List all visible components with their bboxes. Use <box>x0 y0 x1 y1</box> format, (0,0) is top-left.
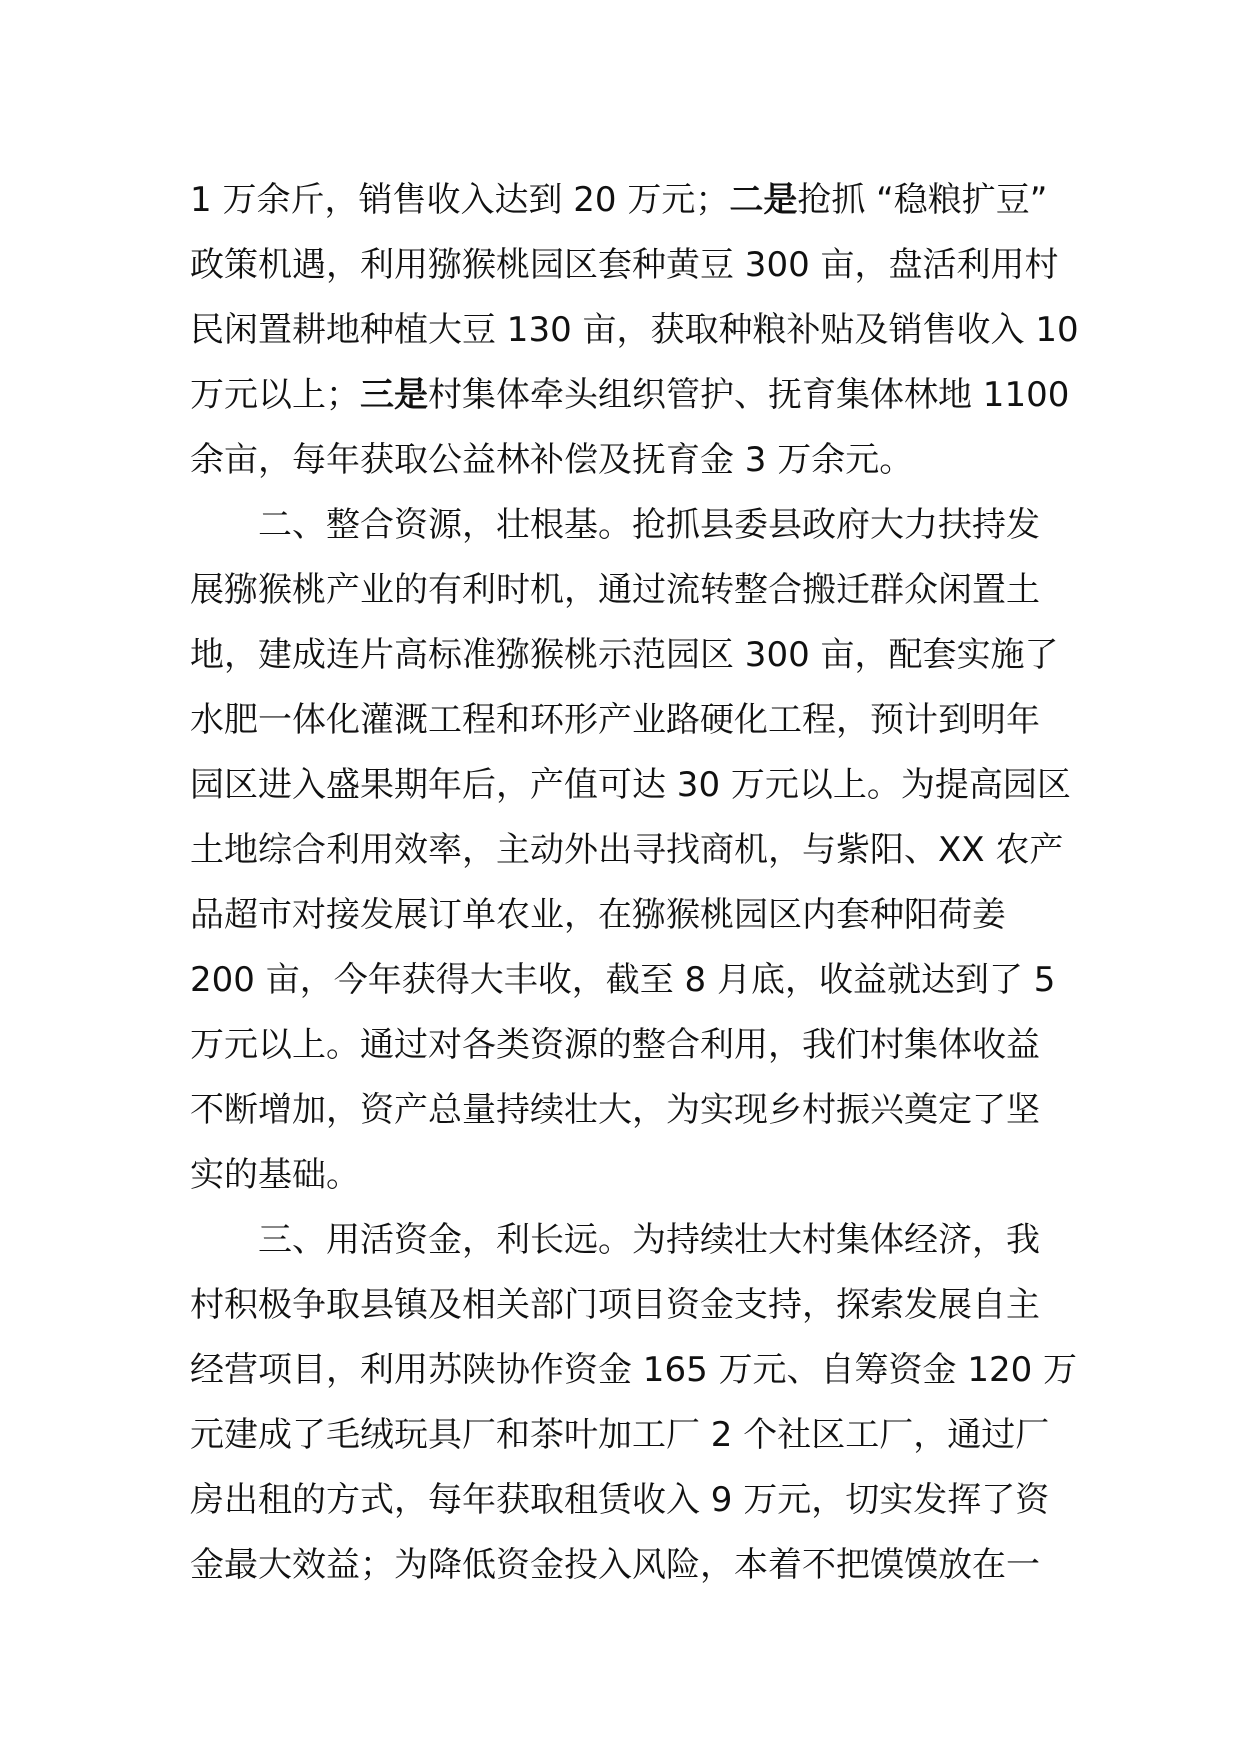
body-text <box>190 168 1079 1598</box>
text-run: 抢抓 “稳粮扩豆” <box>797 180 1048 220</box>
text-line: 实的基础。 <box>190 1155 360 1195</box>
text-line: 园区进入盛果期年后，产值可达 30 万元以上。为提高园区 <box>190 765 1071 805</box>
text-run: 村集体牵头组织管护、抚育集体林地 1100 <box>428 375 1070 415</box>
text-line: 余亩，每年获取公益林补偿及抚育金 3 万余元。 <box>190 440 914 480</box>
text-line: 水肥一体化灌溉工程和环形产业路硬化工程，预计到明年 <box>190 700 1040 740</box>
text-run: 万元以上； <box>190 375 360 415</box>
text-line: 展猕猴桃产业的有利时机，通过流转整合搬迁群众闲置土 <box>190 570 1040 610</box>
bold-marker-three: 三是 <box>360 375 428 415</box>
text-line: 经营项目，利用苏陕协作资金 165 万元、自筹资金 120 万 <box>190 1350 1078 1390</box>
text-line: 不断增加，资产总量持续壮大，为实现乡村振兴奠定了坚 <box>190 1090 1040 1130</box>
text-line: 村积极争取县镇及相关部门项目资金支持，探索发展自主 <box>190 1285 1040 1325</box>
text-line: 万元以上。通过对各类资源的整合利用，我们村集体收益 <box>190 1025 1040 1065</box>
text-line: 元建成了毛绒玩具厂和茶叶加工厂 2 个社区工厂，通过厂 <box>190 1415 1050 1455</box>
text-line <box>190 168 1070 233</box>
text-line: 房出租的方式，每年获取租赁收入 9 万元，切实发挥了资 <box>190 1480 1050 1520</box>
text-line: 土地综合利用效率，主动外出寻找商机，与紫阳、XX 农产 <box>190 830 1064 870</box>
section-heading-line: 二、整合资源，壮根基。抢抓县委县政府大力扶持发 <box>258 505 1040 545</box>
text-line: 地，建成连片高标准猕猴桃示范园区 300 亩，配套实施了 <box>190 635 1059 675</box>
text-line: 金最大效益；为降低资金投入风险，本着不把馍馍放在一 <box>190 1545 1040 1585</box>
text-line: 200 亩，今年获得大丰收，截至 8 月底，收益就达到了 5 <box>190 960 1056 1000</box>
bold-marker-two: 二是 <box>729 180 798 220</box>
text-run: 1 万余斤，销售收入达到 20 万元； <box>190 180 730 220</box>
text-line <box>190 363 1070 428</box>
text-line: 政策机遇，利用猕猴桃园区套种黄豆 300 亩，盘活利用村 <box>190 245 1059 285</box>
text-line: 民闲置耕地种植大豆 130 亩，获取种粮补贴及销售收入 10 <box>190 310 1079 350</box>
section-heading-line: 三、用活资金，利长远。为持续壮大村集体经济，我 <box>258 1220 1040 1260</box>
text-line: 品超市对接发展订单农业，在猕猴桃园区内套种阳荷姜 <box>190 895 1006 935</box>
